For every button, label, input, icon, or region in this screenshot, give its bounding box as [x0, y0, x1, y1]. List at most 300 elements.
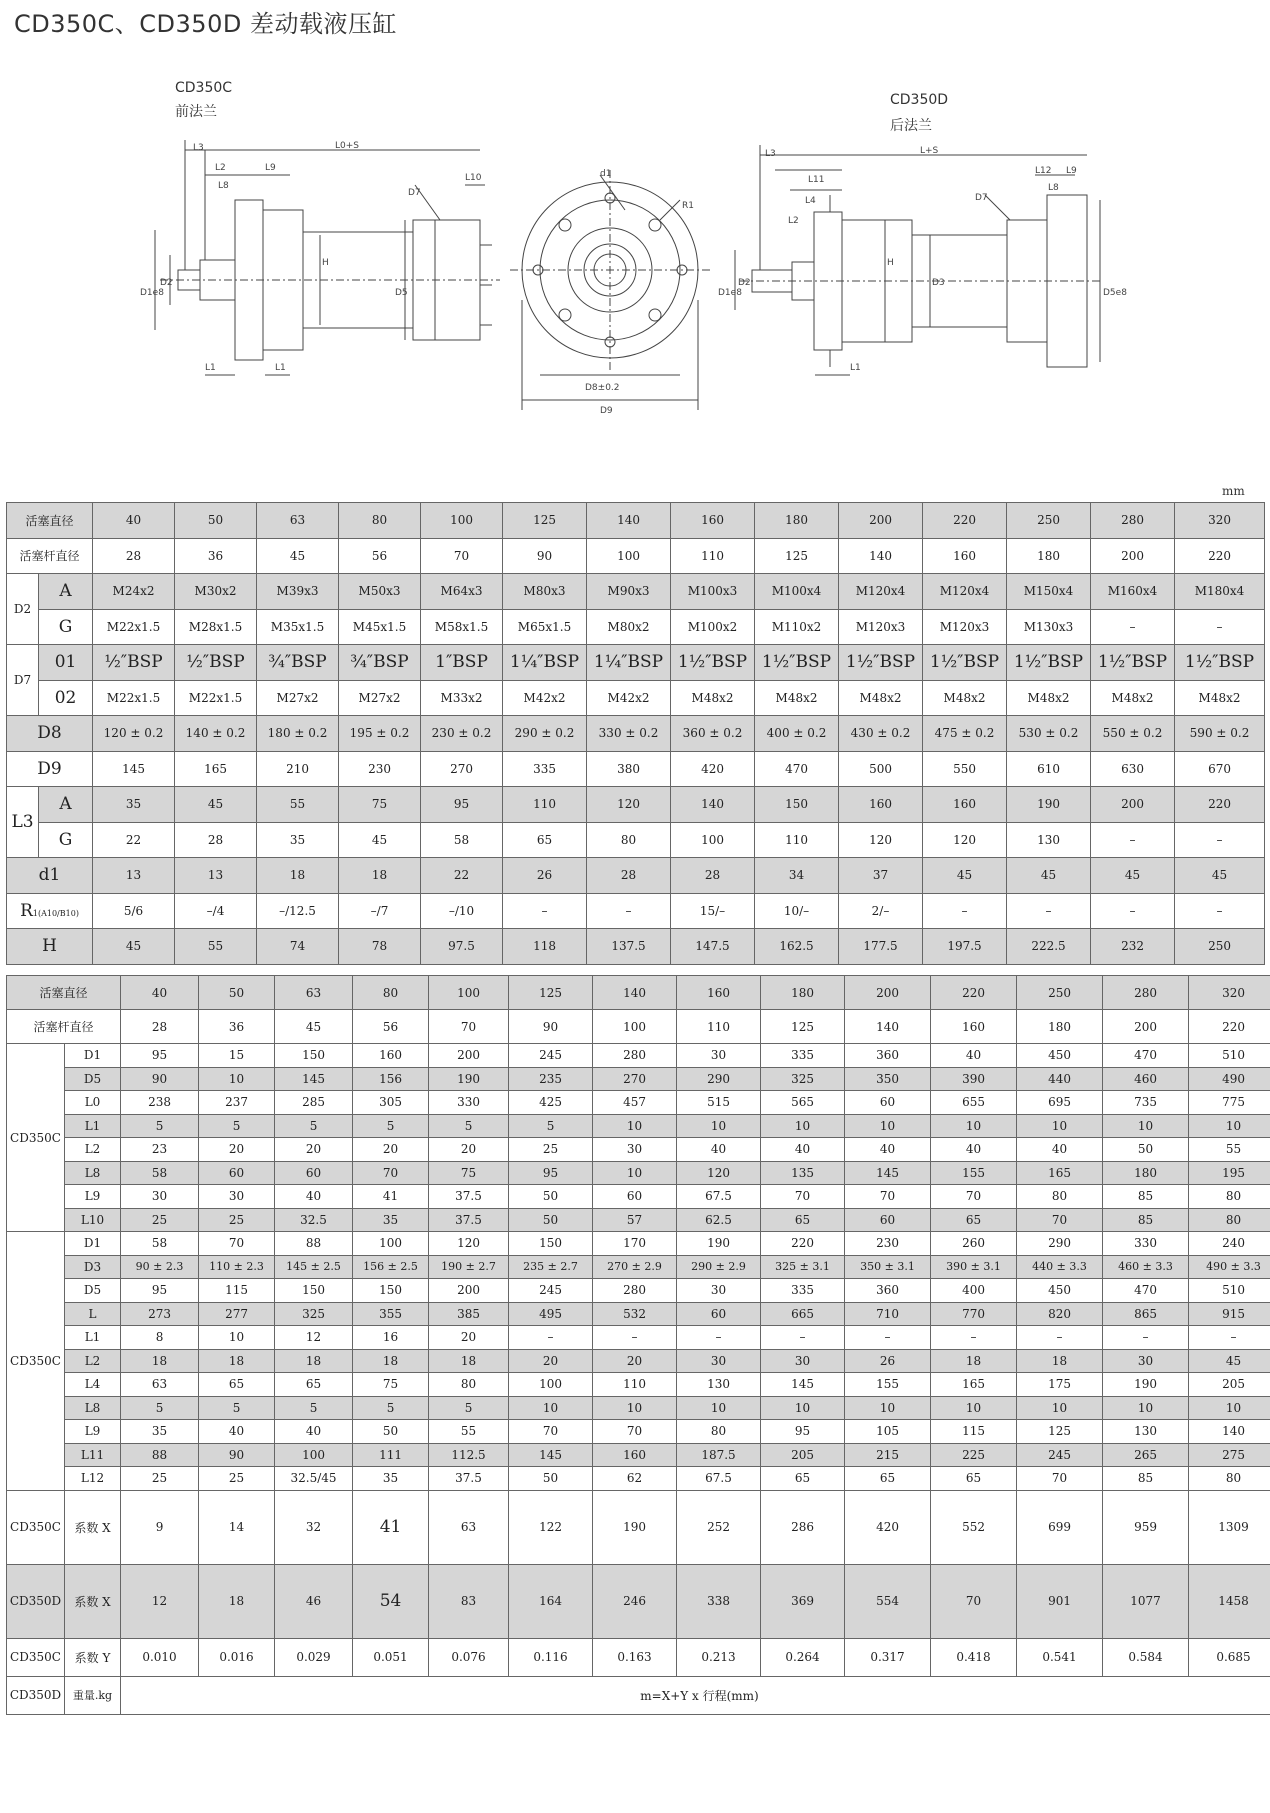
cell: 130: [677, 1373, 761, 1397]
cell: 13: [175, 858, 257, 894]
cell: 25: [509, 1138, 593, 1162]
cell: –: [1091, 822, 1175, 858]
cell: 65: [931, 1467, 1017, 1491]
dim-label: L0+S: [335, 141, 359, 151]
cell: 210: [257, 751, 339, 787]
table-row: [7, 1676, 1270, 1714]
cell: 450: [1017, 1044, 1103, 1068]
cell: 55: [1189, 1138, 1270, 1162]
row-label: 活塞直径: [7, 503, 93, 539]
cell: 1309: [1189, 1490, 1270, 1564]
cell: 390: [931, 1067, 1017, 1091]
cell: 735: [1103, 1091, 1189, 1115]
cell: 45: [923, 858, 1007, 894]
cell: 215: [845, 1443, 931, 1467]
cell: 330: [1103, 1232, 1189, 1256]
cell: –: [1103, 1326, 1189, 1350]
cell: 63: [121, 1373, 199, 1397]
cell: 335: [761, 1279, 845, 1303]
cell: M120x3: [839, 609, 923, 645]
row-sublabel: L0: [65, 1091, 121, 1115]
cell: 915: [1189, 1302, 1270, 1326]
cell: 100: [353, 1232, 429, 1256]
cell: –: [1189, 1326, 1270, 1350]
row-sublabel: 系数 X: [65, 1564, 121, 1638]
cell: 30: [593, 1138, 677, 1162]
cell: 0.418: [931, 1638, 1017, 1676]
row-sublabel: G: [39, 609, 93, 645]
header-cell: 200: [839, 503, 923, 539]
cell: 70: [931, 1564, 1017, 1638]
cell: 1½″BSP: [755, 645, 839, 681]
row-sublabel: L10: [65, 1208, 121, 1232]
cell: 195: [1189, 1161, 1270, 1185]
cell: 28: [587, 858, 671, 894]
cell: 10: [677, 1114, 761, 1138]
table-row: [7, 1638, 1270, 1676]
cell: 1½″BSP: [923, 645, 1007, 681]
cell: 470: [1103, 1279, 1189, 1303]
cell: 36: [175, 538, 257, 574]
row-label-sub: 1(A10/B10): [32, 908, 79, 918]
cell: 100: [429, 976, 509, 1010]
cell: 430 ± 0.2: [839, 716, 923, 752]
cell: 245: [509, 1279, 593, 1303]
cell: 45: [1091, 858, 1175, 894]
header-cell: 250: [1007, 503, 1091, 539]
dim-label: L8: [218, 181, 229, 191]
dim-label: H: [322, 258, 329, 268]
cell: M27x2: [257, 680, 339, 716]
cell: 470: [755, 751, 839, 787]
cell: –: [1017, 1326, 1103, 1350]
cell: –: [1007, 893, 1091, 929]
cell: 5: [275, 1396, 353, 1420]
cell: 5: [353, 1396, 429, 1420]
cell: M100x4: [755, 574, 839, 610]
cell: 273: [121, 1302, 199, 1326]
cell: 205: [1189, 1373, 1270, 1397]
cell: 156 ± 2.5: [353, 1255, 429, 1279]
row-sublabel: L4: [65, 1373, 121, 1397]
cell: 270: [593, 1067, 677, 1091]
cell: 70: [1017, 1208, 1103, 1232]
cell: M58x1.5: [421, 609, 503, 645]
cell: 55: [175, 929, 257, 965]
cell: M22x1.5: [93, 609, 175, 645]
cell: 110: [671, 538, 755, 574]
cell: 140: [839, 538, 923, 574]
row-sublabel: L: [65, 1302, 121, 1326]
cell: 335: [503, 751, 587, 787]
cell: M39x3: [257, 574, 339, 610]
cell: 40: [845, 1138, 931, 1162]
cell: 10: [931, 1396, 1017, 1420]
cell: 30: [677, 1349, 761, 1373]
cell: M110x2: [755, 609, 839, 645]
cell: 200: [429, 1044, 509, 1068]
row-sublabel: D5: [65, 1067, 121, 1091]
table-row: [7, 1443, 1270, 1467]
cell: 237: [199, 1091, 275, 1115]
cell: 162.5: [755, 929, 839, 965]
table-row: [7, 751, 1265, 787]
cell: 232: [1091, 929, 1175, 965]
cell: 420: [845, 1490, 931, 1564]
cell: 110: [677, 1010, 761, 1044]
cell: 177.5: [839, 929, 923, 965]
cell: 30: [761, 1349, 845, 1373]
cell: 18: [339, 858, 421, 894]
cell: 50: [199, 976, 275, 1010]
dim-label: L4: [805, 196, 816, 206]
cell: 56: [353, 1010, 429, 1044]
cell: 115: [931, 1420, 1017, 1444]
cell: 180 ± 0.2: [257, 716, 339, 752]
cell: 37.5: [429, 1185, 509, 1209]
cell: 95: [121, 1279, 199, 1303]
cell: –: [1091, 609, 1175, 645]
cell: 325: [761, 1067, 845, 1091]
cell: 10: [1103, 1396, 1189, 1420]
cell: 90: [503, 538, 587, 574]
cell: 240: [1189, 1232, 1270, 1256]
cell: 270: [421, 751, 503, 787]
cell: 250: [1175, 929, 1265, 965]
cell: –: [503, 893, 587, 929]
table-row: [7, 503, 1265, 539]
cell: 90: [121, 1067, 199, 1091]
cell: 460: [1103, 1067, 1189, 1091]
cell: 1077: [1103, 1564, 1189, 1638]
cell: 235 ± 2.7: [509, 1255, 593, 1279]
cell: 54: [353, 1564, 429, 1638]
cell: M48x2: [839, 680, 923, 716]
cell: 12: [275, 1326, 353, 1350]
cell: 20: [429, 1138, 509, 1162]
cell: M22x1.5: [175, 680, 257, 716]
cell: 20: [593, 1349, 677, 1373]
row-sublabel: 02: [39, 680, 93, 716]
cell: 270 ± 2.9: [593, 1255, 677, 1279]
cell: 145: [761, 1373, 845, 1397]
cell: 5: [121, 1114, 199, 1138]
row-sublabel: A: [39, 787, 93, 823]
dim-label: L9: [265, 163, 276, 173]
cell: 220: [1175, 787, 1265, 823]
cell: 70: [353, 1161, 429, 1185]
table-row: [7, 858, 1265, 894]
cell: 530 ± 0.2: [1007, 716, 1091, 752]
dim-label: L1: [205, 363, 216, 373]
cell: 45: [339, 822, 421, 858]
cell: 70: [199, 1232, 275, 1256]
row-group-label: CD350C: [7, 1044, 65, 1232]
header-cell: 63: [257, 503, 339, 539]
cell: 1″BSP: [421, 645, 503, 681]
cell: 18: [429, 1349, 509, 1373]
cell: 85: [1103, 1208, 1189, 1232]
cell: 40: [761, 1138, 845, 1162]
cell: 170: [593, 1232, 677, 1256]
cell: 554: [845, 1564, 931, 1638]
cell: 58: [421, 822, 503, 858]
cell: 45: [93, 929, 175, 965]
row-sublabel: 01: [39, 645, 93, 681]
cell: 137.5: [587, 929, 671, 965]
dim-label: D1e8: [140, 288, 164, 298]
cell: 330: [429, 1091, 509, 1115]
cell: 112.5: [429, 1443, 509, 1467]
dim-label: L12: [1035, 166, 1052, 176]
cell: 5: [353, 1114, 429, 1138]
cell: 100: [593, 1010, 677, 1044]
cell: 160: [923, 787, 1007, 823]
cell: M48x2: [1007, 680, 1091, 716]
cell: 5: [429, 1114, 509, 1138]
table-row: [7, 1255, 1270, 1279]
cell: 5: [121, 1396, 199, 1420]
dim-label: D7: [408, 188, 421, 198]
end-view-drawing: [510, 170, 710, 410]
cell: 155: [845, 1373, 931, 1397]
cell: 90: [509, 1010, 593, 1044]
cell: 220: [761, 1232, 845, 1256]
cell: –: [1175, 893, 1265, 929]
cell: 120: [839, 822, 923, 858]
cell: 125: [761, 1010, 845, 1044]
table-row: [7, 1091, 1270, 1115]
cell: 145 ± 2.5: [275, 1255, 353, 1279]
cell: 28: [93, 538, 175, 574]
cell: 305: [353, 1091, 429, 1115]
cell: 655: [931, 1091, 1017, 1115]
cell: 510: [1189, 1279, 1270, 1303]
cell: 187.5: [677, 1443, 761, 1467]
cell: 385: [429, 1302, 509, 1326]
cell: –/12.5: [257, 893, 339, 929]
cell: 80: [1189, 1467, 1270, 1491]
cell: 590 ± 0.2: [1175, 716, 1265, 752]
cell: 56: [339, 538, 421, 574]
cell: 205: [761, 1443, 845, 1467]
cell: –/7: [339, 893, 421, 929]
cell: 20: [199, 1138, 275, 1162]
cell: 280: [593, 1044, 677, 1068]
cell: 37.5: [429, 1467, 509, 1491]
dim-label: L1: [850, 363, 861, 373]
cell: ¾″BSP: [257, 645, 339, 681]
cell: 175: [1017, 1373, 1103, 1397]
cell: 550 ± 0.2: [1091, 716, 1175, 752]
page-title: CD350C、CD350D 差动载液压缸: [14, 10, 397, 38]
cell: 180: [1007, 538, 1091, 574]
cell: 118: [503, 929, 587, 965]
cell: 320: [1189, 976, 1270, 1010]
cell: 22: [421, 858, 503, 894]
cell: 14: [199, 1490, 275, 1564]
cell: 15/–: [671, 893, 755, 929]
cell: 120: [677, 1161, 761, 1185]
cell: 40: [121, 976, 199, 1010]
cell: 45: [1007, 858, 1091, 894]
cell: –: [1175, 822, 1265, 858]
cell: M80x3: [503, 574, 587, 610]
cell: –: [587, 893, 671, 929]
cell: 10: [1103, 1114, 1189, 1138]
header-cell: 80: [339, 503, 421, 539]
cell: 230: [845, 1232, 931, 1256]
cell: 30: [121, 1185, 199, 1209]
cell: 20: [353, 1138, 429, 1162]
cell: 20: [275, 1138, 353, 1162]
cell: 88: [121, 1443, 199, 1467]
cell: 140: [845, 1010, 931, 1044]
cell: 18: [1017, 1349, 1103, 1373]
cell: 290: [677, 1067, 761, 1091]
cell: 450: [1017, 1279, 1103, 1303]
table-row: [7, 787, 1265, 823]
cell: 63: [275, 976, 353, 1010]
cell: 40: [199, 1420, 275, 1444]
cell: 100: [275, 1443, 353, 1467]
cell: 28: [671, 858, 755, 894]
cell: 699: [1017, 1490, 1103, 1564]
cell: ½″BSP: [175, 645, 257, 681]
cell: 325 ± 3.1: [761, 1255, 845, 1279]
row-sublabel: L11: [65, 1443, 121, 1467]
header-cell: 40: [93, 503, 175, 539]
cell: 90 ± 2.3: [121, 1255, 199, 1279]
cell: 65: [845, 1467, 931, 1491]
cell: 0.541: [1017, 1638, 1103, 1676]
cell: 62.5: [677, 1208, 761, 1232]
cell: 335: [761, 1044, 845, 1068]
row-sublabel: L2: [65, 1349, 121, 1373]
dim-label: L11: [808, 175, 825, 185]
cell: M27x2: [339, 680, 421, 716]
cell: 0.010: [121, 1638, 199, 1676]
cell: M120x4: [839, 574, 923, 610]
dimension-table-2: [6, 975, 1270, 1715]
cell: 41: [353, 1185, 429, 1209]
row-label: 活塞杆直径: [7, 538, 93, 574]
cell: M48x2: [755, 680, 839, 716]
cell: 350: [845, 1067, 931, 1091]
cell: 290: [1017, 1232, 1103, 1256]
cell: 0.584: [1103, 1638, 1189, 1676]
row-sublabel: D5: [65, 1279, 121, 1303]
cell: 78: [339, 929, 421, 965]
dim-label: H: [887, 258, 894, 268]
cell: 369: [761, 1564, 845, 1638]
cell: 55: [429, 1420, 509, 1444]
cell: 2/–: [839, 893, 923, 929]
cell: 65: [503, 822, 587, 858]
cell: 246: [593, 1564, 677, 1638]
cell: 400: [931, 1279, 1017, 1303]
row-group-label: L3: [7, 787, 39, 858]
dim-label: d1: [600, 169, 612, 179]
cell: 100: [587, 538, 671, 574]
cell: 50: [509, 1467, 593, 1491]
cell: 475 ± 0.2: [923, 716, 1007, 752]
cell: 1¼″BSP: [503, 645, 587, 681]
row-group-label: D2: [7, 574, 39, 645]
cell: 565: [761, 1091, 845, 1115]
cell: 45: [275, 1010, 353, 1044]
table-row: [7, 1349, 1270, 1373]
row-sublabel: A: [39, 574, 93, 610]
cell: 70: [421, 538, 503, 574]
cell: 150: [275, 1044, 353, 1068]
cell: 1¼″BSP: [587, 645, 671, 681]
cell: 80: [1017, 1185, 1103, 1209]
row-sublabel: L9: [65, 1420, 121, 1444]
cell: 110: [593, 1373, 677, 1397]
table-row: [7, 1010, 1270, 1044]
cell: 360 ± 0.2: [671, 716, 755, 752]
cell: 1½″BSP: [1175, 645, 1265, 681]
cell: 610: [1007, 751, 1091, 787]
dim-label: D5e8: [1103, 288, 1127, 298]
row-sublabel: 系数 X: [65, 1490, 121, 1564]
cell: M64x3: [421, 574, 503, 610]
cell: 65: [761, 1208, 845, 1232]
cell: –: [931, 1326, 1017, 1350]
drawing-subcaption-right: 后法兰: [890, 118, 932, 134]
row-label: H: [7, 929, 93, 965]
cell: 515: [677, 1091, 761, 1115]
cell: 400 ± 0.2: [755, 716, 839, 752]
cell: 160: [931, 1010, 1017, 1044]
cell: M120x4: [923, 574, 1007, 610]
cell: 380: [587, 751, 671, 787]
cell: 8: [121, 1326, 199, 1350]
cell: 145: [845, 1161, 931, 1185]
cell: 125: [755, 538, 839, 574]
cell: 630: [1091, 751, 1175, 787]
cell: 265: [1103, 1443, 1189, 1467]
cell: M33x2: [421, 680, 503, 716]
cell: ½″BSP: [93, 645, 175, 681]
cell: 0.076: [429, 1638, 509, 1676]
cell: 10: [1189, 1114, 1270, 1138]
cell: 325: [275, 1302, 353, 1326]
cell: 10: [761, 1396, 845, 1420]
cell: 150: [509, 1232, 593, 1256]
cell: 0.264: [761, 1638, 845, 1676]
header-cell: 180: [755, 503, 839, 539]
header-cell: 100: [421, 503, 503, 539]
cell: 665: [761, 1302, 845, 1326]
cell: 190 ± 2.7: [429, 1255, 509, 1279]
cell: 18: [199, 1564, 275, 1638]
row-group-label: CD350C: [7, 1490, 65, 1564]
cell: 12: [121, 1564, 199, 1638]
table-row: [7, 1467, 1270, 1491]
cell: 532: [593, 1302, 677, 1326]
cell: 190: [1007, 787, 1091, 823]
cell: M180x4: [1175, 574, 1265, 610]
dim-label: L2: [215, 163, 226, 173]
cell: 150: [353, 1279, 429, 1303]
cell: 360: [845, 1044, 931, 1068]
cell: 710: [845, 1302, 931, 1326]
cell: 330 ± 0.2: [587, 716, 671, 752]
cell: 100: [509, 1373, 593, 1397]
cell: 164: [509, 1564, 593, 1638]
